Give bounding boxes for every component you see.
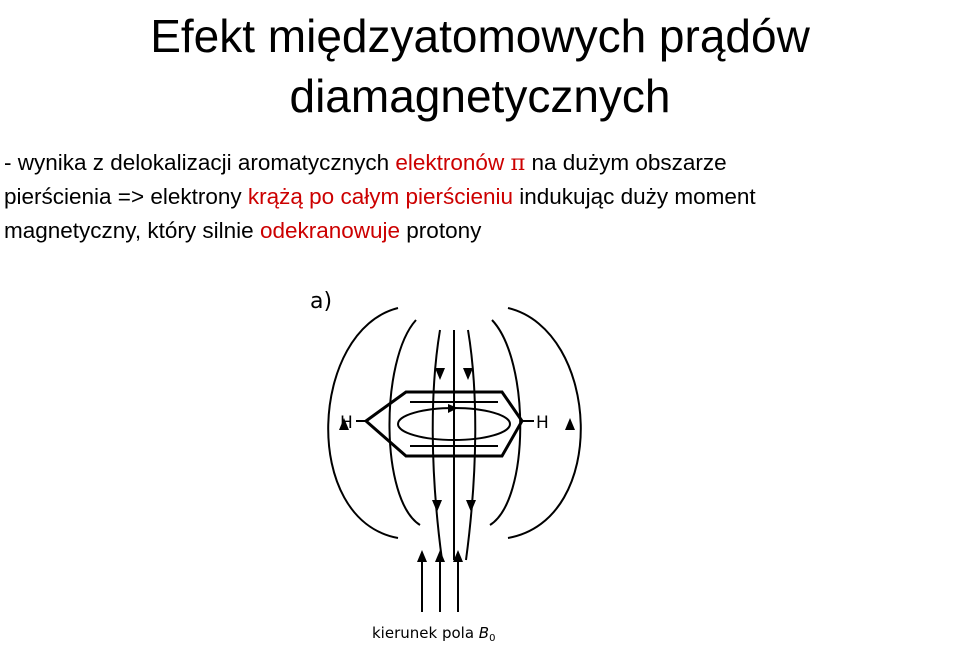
highlight-deshields: odekranowuje <box>259 218 401 243</box>
arrow-mark <box>466 500 476 512</box>
highlight-circulating: krążą po całym pierścieniu <box>247 184 514 209</box>
panel-label: a) <box>310 289 333 314</box>
field-line-inner-right <box>490 320 520 525</box>
title-line-2: diamagnetycznych <box>289 70 671 122</box>
arrow-mark <box>435 550 445 562</box>
text-segment: indukując duży moment <box>513 184 756 209</box>
title-line-1: Efekt międzyatomowych prądów <box>150 10 810 62</box>
field-subscript: 0 <box>489 633 496 644</box>
field-line-outer-left <box>328 308 398 538</box>
field-line-inner-left <box>389 320 420 525</box>
arrow-mark <box>463 368 473 380</box>
arrow-mark <box>435 368 445 380</box>
highlight-electrons: elektronów <box>395 150 505 175</box>
text-segment: protony <box>400 218 482 243</box>
text-segment: na dużym obszarze <box>525 150 727 175</box>
hydrogen-right: H <box>536 413 549 433</box>
arrow-mark <box>565 418 575 430</box>
text-segment: - wynika z delokalizacji aromatycznych <box>4 150 396 175</box>
hydrogen-left: H <box>340 413 353 433</box>
field-symbol: B <box>478 624 490 642</box>
field-caption <box>372 624 495 644</box>
text-segment: magnetyczny, który silnie <box>4 218 260 243</box>
arrow-mark <box>417 550 427 562</box>
arrow-mark <box>432 500 442 512</box>
text-segment: pierścienia => elektrony <box>4 184 248 209</box>
caption-text: kierunek pola <box>372 624 479 642</box>
pi-symbol: π <box>510 150 526 176</box>
